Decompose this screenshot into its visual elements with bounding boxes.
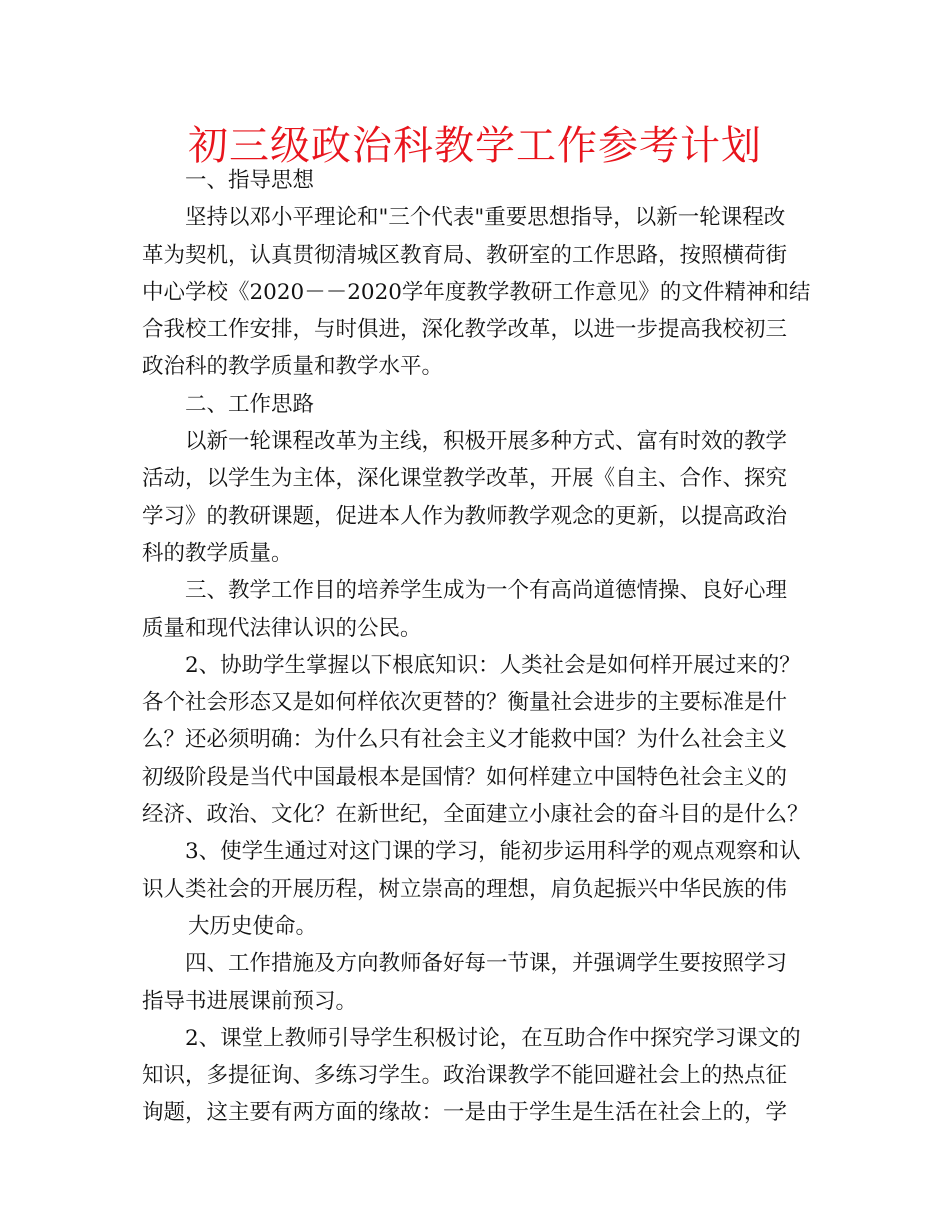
paragraph-line: 么？还必须明确：为什么只有社会主义才能救中国？为什么社会主义 [142,727,788,753]
paragraph-line: 询题，这主要有两方面的缘故：一是由于学生是生活在社会上的，学 [142,1100,788,1126]
paragraph-line: 经济、政治、文化？在新世纪，全面建立小康社会的奋斗目的是什么？ [142,802,809,828]
paragraph-line: 政治科的教学质量和教学水平。 [142,354,444,380]
list-item-2: 2、协助学生掌握以下根底知识：人类社会是如何样开展过来的？ [185,652,801,678]
document-body [142,162,812,1132]
paragraph-line: 学习》的教研课题，促进本人作为教师教学观念的更新，以提高政治 [142,503,788,529]
section-heading-work-approach: 二、工作思路 [185,391,315,417]
list-item-2-classroom: 2、课堂上教师引导学生积极讨论，在互助合作中探究学习课文的 [185,1025,801,1051]
paragraph-line: 质量和现代法律认识的公民。 [142,615,422,641]
section-heading-work-measures: 四、工作措施及方向教师备好每一节课，并强调学生要按照学习 [185,951,788,977]
paragraph-line: 中心学校《2020－－2020学年度教学教研工作意见》的文件精神和结 [142,279,811,305]
paragraph-line: 大历史使命。 [188,913,318,939]
paragraph-line: 识人类社会的开展历程，树立崇高的理想，肩负起振兴中华民族的伟 [142,876,788,902]
paragraph-line: 革为契机，认真贯彻清城区教育局、教研室的工作思路，按照横荷街 [142,242,788,268]
paragraph-line: 活动，以学生为主体，深化课堂教学改革，开展《自主、合作、探究 [142,466,788,492]
paragraph-line: 合我校工作安排，与时俱进，深化教学改革，以进一步提高我校初三 [142,317,788,343]
paragraph-line: 知识，多提征询、多练习学生。政治课教学不能回避社会上的热点征 [142,1063,788,1089]
paragraph-line: 初级阶段是当代中国最根本是国情？如何样建立中国特色社会主义的 [142,764,788,790]
document-title: 初三级政治科教学工作参考计划 [188,123,762,169]
paragraph-line: 指导书进展课前预习。 [142,988,358,1014]
section-heading-teaching-goal: 三、教学工作目的培养学生成为一个有高尚道德情操、良好心理 [185,578,788,604]
paragraph-line: 科的教学质量。 [142,540,293,566]
list-item-3: 3、使学生通过对这门课的学习，能初步运用科学的观点观察和认 [185,839,801,865]
section-heading-guiding-thought: 一、指导思想 [185,168,315,193]
paragraph-line: 以新一轮课程改革为主线，积极开展多种方式、富有时效的教学 [185,429,788,455]
paragraph-line: 坚持以邓小平理论和"三个代表"重要思想指导，以新一轮课程改 [185,205,786,231]
paragraph-line: 各个社会形态又是如何样依次更替的？衡量社会进步的主要标准是什 [142,690,788,716]
